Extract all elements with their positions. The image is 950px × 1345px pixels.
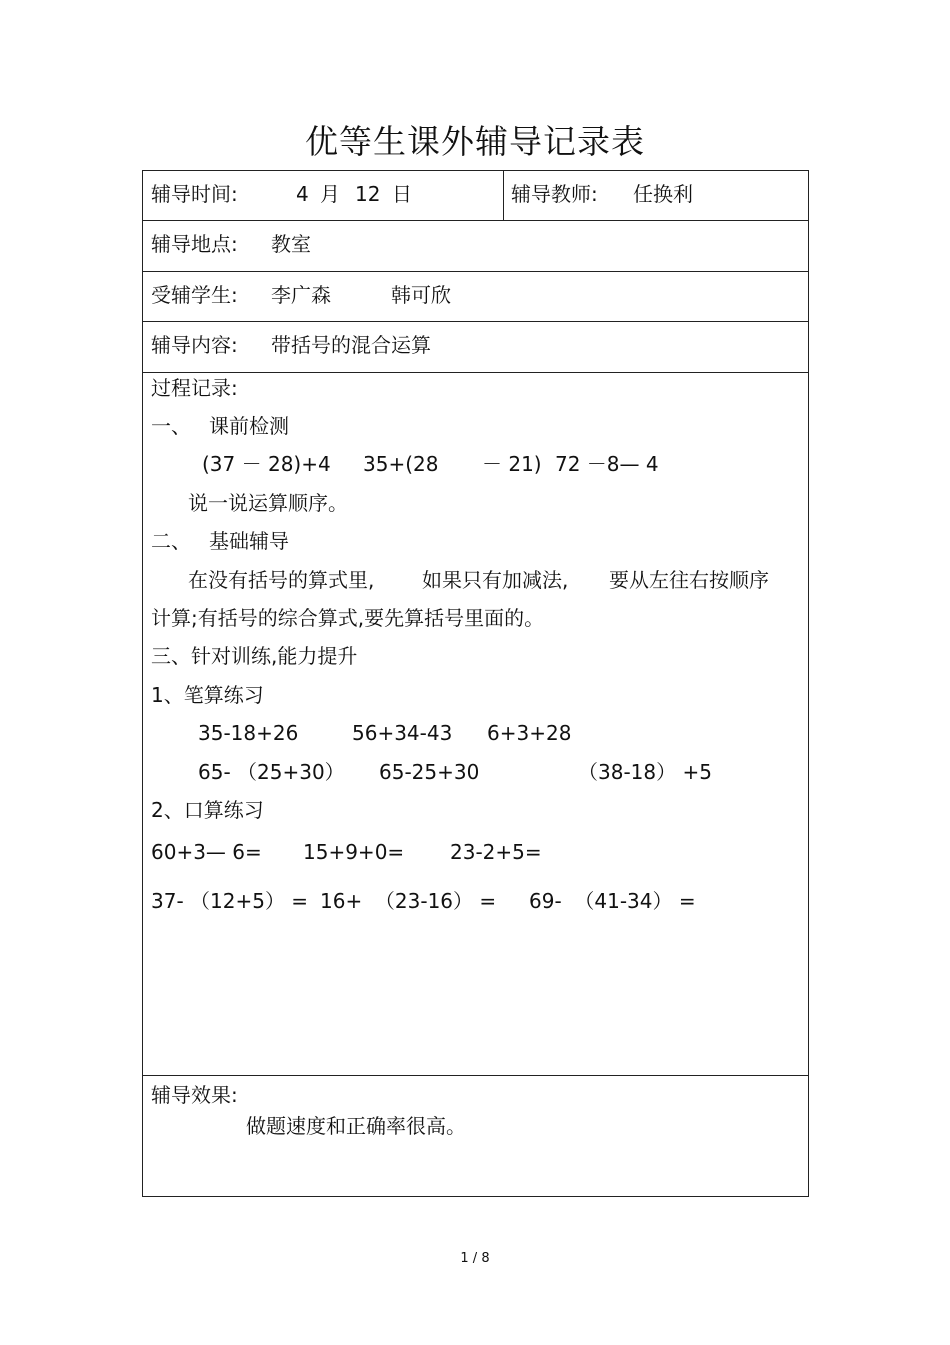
content-value: 带括号的混合运算 <box>271 333 431 357</box>
row-divider <box>143 220 808 221</box>
expression: 35-18+26 <box>198 721 299 745</box>
column-divider <box>503 171 504 220</box>
row-divider <box>143 372 808 373</box>
teacher-value: 任换利 <box>633 182 693 206</box>
expression: 65- （25+30） <box>198 760 345 784</box>
page-title: 优等生课外辅导记录表 <box>305 122 645 161</box>
row-divider <box>143 321 808 322</box>
time-label: 辅导时间: <box>151 182 238 206</box>
place-value: 教室 <box>271 232 311 256</box>
subsection-title: 2、口算练习 <box>151 798 264 822</box>
expression: 65-25+30 <box>379 760 480 784</box>
row-divider <box>143 1075 808 1076</box>
page-number: 1 / 8 <box>460 1251 490 1266</box>
expression: － 21) <box>482 452 542 476</box>
section-title: 基础辅导 <box>209 529 289 553</box>
time-month-unit: 月 <box>320 182 340 206</box>
section-number: 二、 <box>151 529 191 553</box>
effect-label: 辅导效果: <box>151 1083 238 1107</box>
expression: （38-18） +5 <box>578 760 712 784</box>
expression: 16+ （23-16） = <box>320 889 497 913</box>
section-number: 一、 <box>151 414 191 438</box>
expression: 35+(28 <box>363 452 439 476</box>
expression: 69- （41-34） = <box>529 889 696 913</box>
teacher-label: 辅导教师: <box>511 182 598 206</box>
expression: 6+3+28 <box>487 721 572 745</box>
student-name: 韩可欣 <box>391 283 451 307</box>
expression: 56+34-43 <box>352 721 453 745</box>
effect-value: 做题速度和正确率很高。 <box>246 1114 466 1138</box>
place-label: 辅导地点: <box>151 232 238 256</box>
section-title: 课前检测 <box>209 414 289 438</box>
student-label: 受辅学生: <box>151 283 238 307</box>
paragraph: 要从左往右按顺序 <box>609 568 769 592</box>
paragraph: 在没有括号的算式里, <box>188 568 375 592</box>
expression: (37 － 28)+4 <box>202 452 331 476</box>
subsection-title: 1、笔算练习 <box>151 683 264 707</box>
time-month: 4 <box>296 182 309 206</box>
time-day-unit: 日 <box>392 182 412 206</box>
student-name: 李广森 <box>271 283 331 307</box>
expression: 15+9+0= <box>303 840 405 864</box>
paragraph: 计算;有括号的综合算式,要先算括号里面的。 <box>151 606 545 630</box>
expression: 60+3— 6= <box>151 840 262 864</box>
expression: 72 －8— 4 <box>555 452 659 476</box>
paragraph: 说一说运算顺序。 <box>188 491 348 515</box>
time-day: 12 <box>355 182 381 206</box>
record-label: 过程记录: <box>151 376 238 400</box>
content-label: 辅导内容: <box>151 333 238 357</box>
row-divider <box>143 271 808 272</box>
expression: 37- （12+5） = <box>151 889 309 913</box>
expression: 23-2+5= <box>450 840 542 864</box>
section-title: 三、针对训练,能力提升 <box>151 644 358 668</box>
paragraph: 如果只有加减法, <box>422 568 569 592</box>
